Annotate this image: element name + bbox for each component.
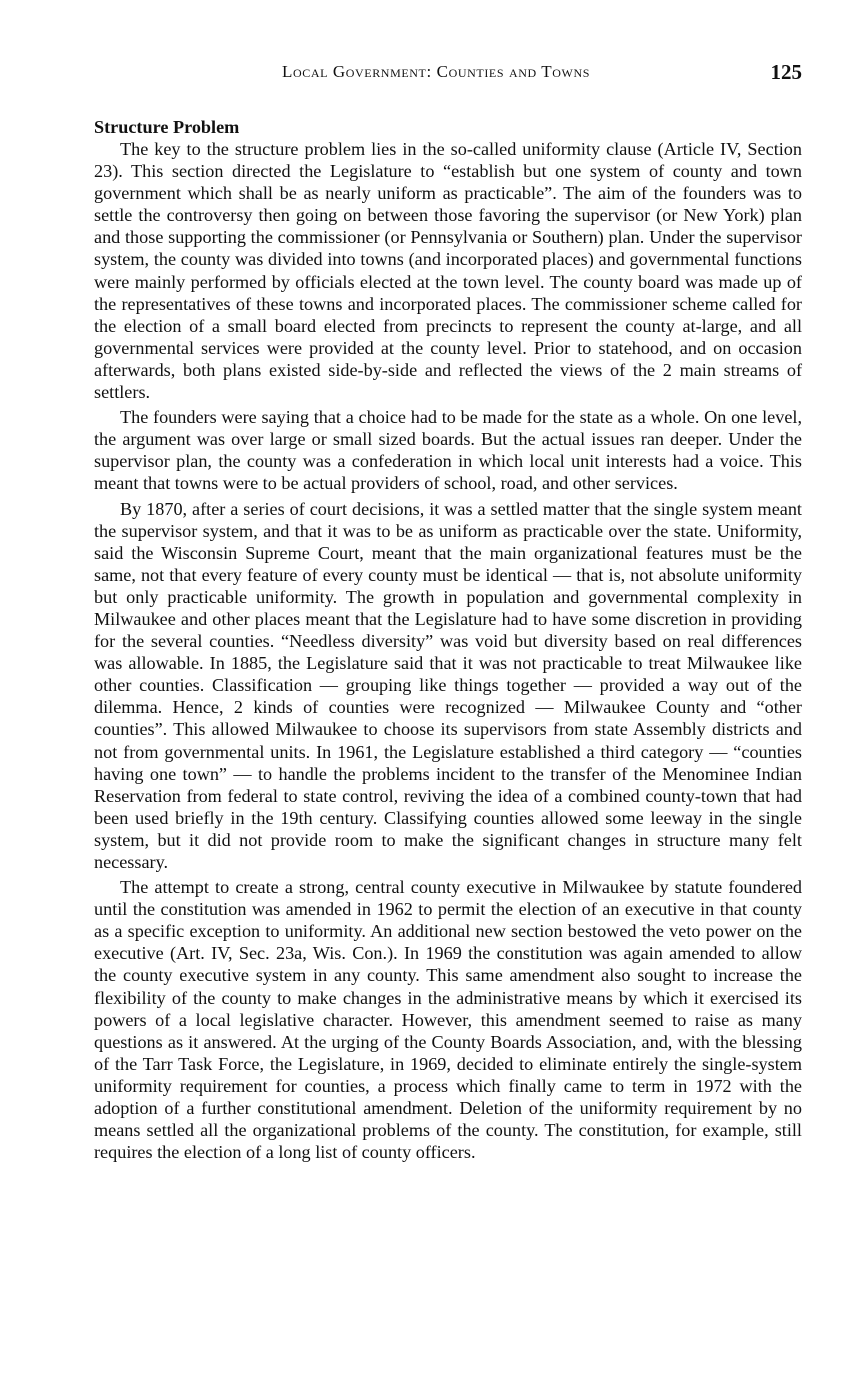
paragraph-4: The attempt to create a strong, central county executive in Milwaukee by statute foundered until the constitution was amended in 1962 to permit the election of an executive in that county as a specific exception to uniformity. An additional new section bestowed the veto power on the executive (Art. IV, Sec. 23a, Wis. Con.). In 1969 the constitution was again amended to allow the county executive system in any county. This same amendment also sought to increase the flexibility of the county to make changes in the administrative means by which it exercised its powers of a local legislative character. However, this amendment seemed to raise as many questions as it answered. At the urging of the County Boards Association, and, with the blessing of the Tarr Task Force, the Legislature, in 1969, decided to eliminate entirely the single-system uniformity requirement for counties, a process which finally came to term in 1972 with the adoption of a further constitutional amendment. Deletion of the uniformity requirement by no means settled all the organizational problems of the county. The constitution, for example, still requires the election of a long list of county officers. [94, 877, 802, 1163]
page-number: 125 [770, 60, 802, 84]
section-heading: Structure Problem [94, 117, 240, 137]
section-structure-problem [94, 116, 802, 1163]
paragraph-3: By 1870, after a series of court decisions, it was a settled matter that the single system meant the supervisor system, and that it was to be as uniform as practicable over the state. Uniformity, said the Wisconsin Supreme Court, meant that the main organizational features must be the same, not that every feature of every county must be identical — that is, not absolute uniformity but only practicable uniformity. The growth in population and governmental complexity in Milwaukee and other places meant that the Legislature had to have some discretion in providing for the several counties. “Needless diversity” was void but diversity based on real differences was allowable. In 1885, the Legislature said that it was not practicable to treat Milwaukee like other counties. Classification — grouping like things together — provided a way out of the dilemma. Hence, 2 kinds of counties were recognized — Milwaukee County and “other counties”. This allowed Milwaukee to choose its supervisors from state Assembly districts and not from governmental units. In 1961, the Legislature established a third category — “counties having one town” — to handle the problems incident to the transfer of the Menominee Indian Reservation from federal to state control, reviving the idea of a combined county-town that had been used briefly in the 19th century. Classifying counties allowed some leeway in the single system, but it did not provide room to make the significant changes in structure many felt necessary. [94, 498, 802, 872]
running-head-title: Local Government: Counties and Towns [281, 62, 591, 81]
paragraph-1: The key to the structure problem lies in the so-called uniformity clause (Article IV, Section 23). This section directed the Legislature to “establish but one system of county and town government which shall be as nearly uniform as practicable”. The aim of the founders was to settle the controversy then going on between those favoring the supervisor (or New York) plan and those supporting the commissioner (or Pennsylvania or Southern) plan. Under the supervisor system, the county was divided into towns (and incorporated places) and governmental functions were mainly performed by officials elected at the town level. The county board was made up of the representatives of these towns and incorporated places. The commissioner scheme called for the election of a small board elected from precincts to represent the county at-large, and all governmental services were provided at the county level. Prior to statehood, and on occasion afterwards, both plans existed side-by-side and reflected the views of the 2 main streams of settlers. [94, 139, 802, 403]
paragraph-2: The founders were saying that a choice had to be made for the state as a whole. On one level, the argument was over large or small sized boards. But the actual issues ran deeper. Under the supervisor plan, the county was a confederation in which local unit interests had a voice. This meant that towns were to be actual providers of school, road, and other services. [94, 407, 802, 494]
